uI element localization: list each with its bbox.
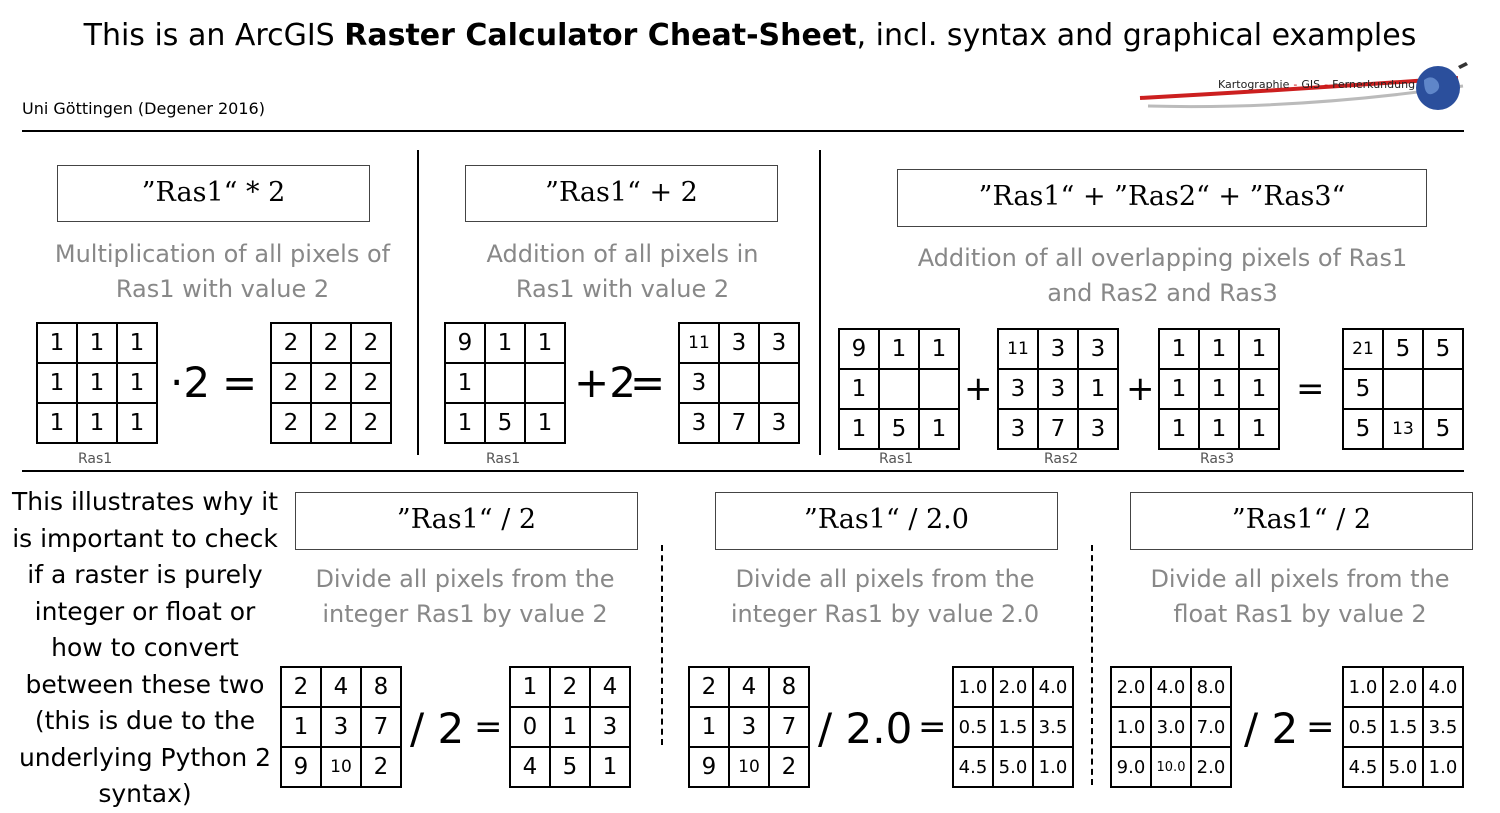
description: Divide all pixels from the float Ras1 by value 2: [1150, 565, 1450, 628]
raster-cell: 1: [510, 667, 550, 707]
raster-cell: 2: [311, 363, 351, 403]
panel-divider-dashed: [1091, 545, 1093, 785]
raster-cell: 2: [361, 747, 401, 787]
description: Addition of all overlapping pixels of Ras1 and Ras2 and Ras3: [917, 244, 1408, 307]
raster-cell: [719, 363, 759, 403]
raster-cell: 5: [1343, 369, 1383, 409]
raster-cell: 1: [1159, 409, 1199, 449]
plus-sign: +: [1126, 369, 1155, 409]
expression-box: ”Ras1“ / 2.0: [715, 492, 1058, 550]
raster-label: Ras2: [1044, 451, 1079, 467]
raster-cell: [919, 369, 959, 409]
equals-sign: =: [1306, 707, 1335, 747]
raster-cell: 1: [37, 403, 77, 443]
raster-cell: [879, 369, 919, 409]
raster-cell: 1: [1199, 369, 1239, 409]
raster-cell: 1: [1159, 329, 1199, 369]
raster-cell: 1: [1239, 369, 1279, 409]
raster-cell: 4.0: [1033, 667, 1073, 707]
raster-cell: 1: [550, 707, 590, 747]
raster-cell: 1: [281, 707, 321, 747]
raster-cell: 3: [1078, 409, 1118, 449]
raster-cell: 2: [311, 323, 351, 363]
globe-logo-icon: [1138, 60, 1478, 122]
raster-cell: 3: [719, 323, 759, 363]
description: Addition of all pixels in Ras1 with value 2: [486, 240, 759, 303]
raster-cell: 1: [1239, 329, 1279, 369]
input-raster-grid: [36, 322, 158, 444]
multiply-operator: ·2: [170, 358, 211, 407]
input-raster-grid: [280, 666, 402, 788]
raster-cell: 8: [769, 667, 809, 707]
raster-cell: 1: [919, 409, 959, 449]
panel-divider-dashed: [661, 545, 663, 745]
add-operator: +2: [574, 358, 636, 407]
raster-cell: 1: [1159, 369, 1199, 409]
author-credit: Uni Göttingen (Degener 2016): [22, 99, 265, 118]
raster-cell: 1: [37, 323, 77, 363]
raster-cell: 1: [77, 323, 117, 363]
raster-label: Ras1: [879, 451, 914, 467]
expression-box: ”Ras1“ + ”Ras2“ + ”Ras3“: [897, 169, 1427, 227]
raster-cell: 1: [117, 403, 157, 443]
raster-cell: 2.0: [993, 667, 1033, 707]
input-raster-grid: [688, 666, 810, 788]
raster-cell: 7: [719, 403, 759, 443]
raster-cell: 1: [1239, 409, 1279, 449]
raster-cell: 13: [1383, 409, 1423, 449]
expression-box: ”Ras1“ + 2: [465, 165, 778, 222]
raster-cell: 1: [77, 363, 117, 403]
raster-cell: [759, 363, 799, 403]
raster-cell: 3: [679, 363, 719, 403]
raster-cell: 1.5: [1383, 707, 1423, 747]
raster-cell: 2: [271, 363, 311, 403]
raster-cell: 4.0: [1423, 667, 1463, 707]
raster-cell: 1: [879, 329, 919, 369]
equals-sign: =: [222, 358, 258, 407]
raster-cell: 8.0: [1191, 667, 1231, 707]
raster-cell: 5: [550, 747, 590, 787]
page-title: This is an ArcGIS Raster Calculator Cheat-Sheet, incl. syntax and graphical examples: [83, 18, 1417, 53]
logo: [1138, 60, 1478, 122]
panel-divider: [417, 150, 419, 455]
logo-text: Kartographie - GIS - Fernerkundung: [1218, 78, 1416, 91]
raster-cell: 3: [759, 403, 799, 443]
raster-cell: 0: [510, 707, 550, 747]
raster-cell: 11: [998, 329, 1038, 369]
raster-cell: 5: [1423, 409, 1463, 449]
raster-cell: 2.0: [1383, 667, 1423, 707]
raster-cell: 1.0: [1343, 667, 1383, 707]
raster-cell: 7: [361, 707, 401, 747]
raster-label: Ras3: [1200, 451, 1235, 467]
raster-cell: 3: [998, 409, 1038, 449]
raster-cell: 1.0: [1111, 707, 1151, 747]
description: Divide all pixels from the integer Ras1 by value 2.0: [730, 565, 1040, 628]
explanation-text: This illustrates why it is important to check if a raster is purely integer or float or how to convert between these two (this is due to the underlying Python 2 syntax): [11, 487, 279, 808]
equals-sign: =: [918, 707, 947, 747]
raster-cell: 0.5: [1343, 707, 1383, 747]
equals-sign: =: [630, 358, 666, 407]
equals-sign: =: [1296, 369, 1325, 409]
raster-cell: 1: [37, 363, 77, 403]
plus-sign: +: [964, 369, 993, 409]
ras3-grid: [1158, 328, 1280, 450]
raster-cell: 2.0: [1191, 747, 1231, 787]
raster-cell: 2: [271, 403, 311, 443]
raster-cell: 0.5: [953, 707, 993, 747]
raster-cell: [1383, 369, 1423, 409]
raster-cell: 9: [689, 747, 729, 787]
raster-cell: 9: [281, 747, 321, 787]
raster-cell: 1: [525, 323, 565, 363]
panel-divider: [819, 150, 821, 455]
header-divider: [22, 130, 1464, 132]
raster-cell: 1: [1199, 409, 1239, 449]
raster-cell: 10: [729, 747, 769, 787]
output-raster-grid: [1342, 666, 1464, 788]
raster-cell: 5.0: [993, 747, 1033, 787]
raster-cell: 9.0: [1111, 747, 1151, 787]
raster-cell: 1: [77, 403, 117, 443]
raster-cell: 1.5: [993, 707, 1033, 747]
raster-cell: 2: [271, 323, 311, 363]
output-raster-grid: [1342, 328, 1464, 450]
raster-cell: [525, 363, 565, 403]
raster-cell: 3.5: [1033, 707, 1073, 747]
raster-cell: 3.5: [1423, 707, 1463, 747]
raster-cell: 4.0: [1151, 667, 1191, 707]
raster-cell: 3: [729, 707, 769, 747]
raster-cell: 1: [590, 747, 630, 787]
raster-cell: 5: [1343, 409, 1383, 449]
raster-cell: 4: [590, 667, 630, 707]
raster-cell: 1.0: [1423, 747, 1463, 787]
raster-cell: 4.5: [953, 747, 993, 787]
raster-cell: 2: [281, 667, 321, 707]
output-raster-grid: [678, 322, 800, 444]
raster-cell: 21: [1343, 329, 1383, 369]
expression-box: ”Ras1“ / 2: [295, 492, 638, 550]
divide-operator: / 2.0: [818, 704, 913, 753]
raster-cell: 4.5: [1343, 747, 1383, 787]
raster-cell: 11: [679, 323, 719, 363]
input-raster-grid: [444, 322, 566, 444]
raster-cell: 1: [689, 707, 729, 747]
raster-cell: 9: [839, 329, 879, 369]
raster-cell: 2: [351, 363, 391, 403]
description: Multiplication of all pixels of Ras1 with value 2: [54, 240, 391, 303]
raster-cell: 4: [510, 747, 550, 787]
raster-cell: 7.0: [1191, 707, 1231, 747]
raster-cell: 1: [1199, 329, 1239, 369]
raster-cell: 10: [321, 747, 361, 787]
raster-cell: 10.0: [1151, 747, 1191, 787]
raster-label: Ras1: [78, 451, 113, 467]
raster-cell: 1: [445, 403, 485, 443]
output-raster-grid: [509, 666, 631, 788]
raster-cell: 3: [321, 707, 361, 747]
raster-cell: 5.0: [1383, 747, 1423, 787]
raster-label: Ras1: [486, 451, 521, 467]
raster-cell: 2: [550, 667, 590, 707]
raster-cell: 4: [729, 667, 769, 707]
raster-cell: [1423, 369, 1463, 409]
raster-cell: 3: [998, 369, 1038, 409]
expression-box: ”Ras1“ / 2: [1130, 492, 1473, 550]
raster-cell: 1: [839, 369, 879, 409]
raster-cell: 2: [311, 403, 351, 443]
raster-cell: 1: [485, 323, 525, 363]
raster-cell: 3: [679, 403, 719, 443]
raster-cell: 3: [1078, 329, 1118, 369]
output-raster-grid: [952, 666, 1074, 788]
output-raster-grid: [270, 322, 392, 444]
ras2-grid: [997, 328, 1119, 450]
raster-cell: 4: [321, 667, 361, 707]
raster-cell: 1: [919, 329, 959, 369]
raster-cell: 1: [525, 403, 565, 443]
raster-cell: 9: [445, 323, 485, 363]
raster-cell: 2: [351, 323, 391, 363]
raster-cell: 2.0: [1111, 667, 1151, 707]
raster-cell: 5: [879, 409, 919, 449]
equals-sign: =: [474, 707, 503, 747]
raster-cell: 2: [351, 403, 391, 443]
ras1-grid: [838, 328, 960, 450]
raster-cell: 3: [759, 323, 799, 363]
raster-cell: 1: [839, 409, 879, 449]
raster-cell: [485, 363, 525, 403]
raster-cell: 2: [689, 667, 729, 707]
raster-cell: 3: [1038, 329, 1078, 369]
raster-cell: 1: [117, 363, 157, 403]
divide-operator: / 2: [410, 704, 465, 753]
raster-cell: 3: [1038, 369, 1078, 409]
raster-cell: 3: [590, 707, 630, 747]
input-raster-grid: [1110, 666, 1232, 788]
raster-cell: 1: [117, 323, 157, 363]
raster-cell: 1: [445, 363, 485, 403]
raster-cell: 1: [1078, 369, 1118, 409]
raster-cell: 7: [1038, 409, 1078, 449]
raster-cell: 1.0: [953, 667, 993, 707]
raster-cell: 5: [1383, 329, 1423, 369]
section-divider: [22, 470, 1464, 472]
divide-operator: / 2: [1244, 704, 1299, 753]
raster-cell: 2: [769, 747, 809, 787]
expression-box: ”Ras1“ * 2: [57, 165, 370, 222]
raster-cell: 5: [485, 403, 525, 443]
raster-cell: 1.0: [1033, 747, 1073, 787]
raster-cell: 8: [361, 667, 401, 707]
description: Divide all pixels from the integer Ras1 by value 2: [315, 565, 615, 628]
raster-cell: 5: [1423, 329, 1463, 369]
raster-cell: 7: [769, 707, 809, 747]
raster-cell: 3.0: [1151, 707, 1191, 747]
